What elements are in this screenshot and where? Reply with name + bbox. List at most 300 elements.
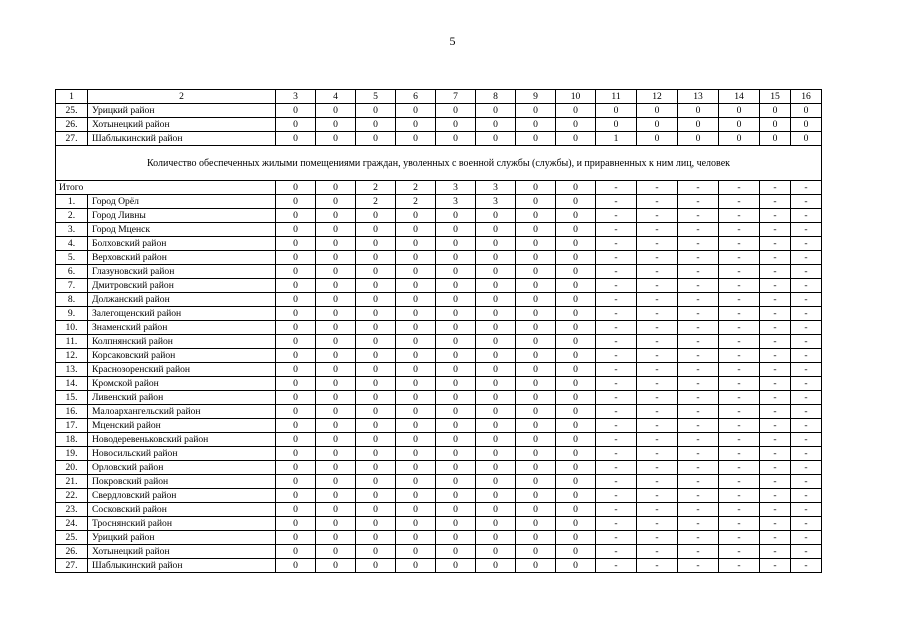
value-cell: -	[791, 349, 822, 363]
district-name-cell: Урицкий район	[88, 531, 276, 545]
district-name-cell: Знаменский район	[88, 321, 276, 335]
value-cell: -	[791, 419, 822, 433]
value-cell: 0	[678, 118, 719, 132]
value-cell: 0	[516, 377, 556, 391]
value-cell: 0	[356, 251, 396, 265]
district-name-cell: Ливенский район	[88, 391, 276, 405]
value-cell: 0	[556, 447, 596, 461]
column-number-cell: 16	[791, 90, 822, 104]
value-cell: -	[719, 265, 760, 279]
value-cell: 0	[316, 559, 356, 573]
value-cell: -	[637, 349, 678, 363]
value-cell: -	[791, 251, 822, 265]
value-cell: 0	[476, 104, 516, 118]
value-cell: -	[637, 489, 678, 503]
value-cell: 0	[276, 531, 316, 545]
value-cell: -	[791, 307, 822, 321]
value-cell: 0	[556, 321, 596, 335]
value-cell: 0	[436, 223, 476, 237]
row-number-cell: 11.	[56, 335, 88, 349]
row-number-cell: 26.	[56, 118, 88, 132]
value-cell: 0	[556, 461, 596, 475]
value-cell: -	[719, 377, 760, 391]
row-number-cell: 2.	[56, 209, 88, 223]
value-cell: -	[760, 447, 791, 461]
value-cell: -	[760, 531, 791, 545]
column-number-cell: 2	[88, 90, 276, 104]
total-value-cell: 0	[316, 181, 356, 195]
district-name-cell: Орловский район	[88, 461, 276, 475]
value-cell: -	[596, 209, 637, 223]
value-cell: 0	[316, 118, 356, 132]
value-cell: 0	[436, 531, 476, 545]
value-cell: -	[678, 475, 719, 489]
total-value-cell: 2	[356, 181, 396, 195]
value-cell: 0	[516, 475, 556, 489]
value-cell: -	[760, 489, 791, 503]
value-cell: -	[637, 475, 678, 489]
value-cell: 0	[476, 223, 516, 237]
column-number-cell: 12	[637, 90, 678, 104]
value-cell: 0	[436, 349, 476, 363]
value-cell: 0	[556, 132, 596, 146]
value-cell: -	[596, 279, 637, 293]
value-cell: -	[637, 209, 678, 223]
value-cell: -	[719, 307, 760, 321]
value-cell: 0	[516, 405, 556, 419]
row-number-cell: 5.	[56, 251, 88, 265]
table-row	[56, 307, 822, 321]
column-number-cell: 15	[760, 90, 791, 104]
value-cell: -	[791, 545, 822, 559]
district-name-cell: Глазуновский район	[88, 265, 276, 279]
value-cell: -	[760, 321, 791, 335]
column-number-cell: 6	[396, 90, 436, 104]
value-cell: 0	[316, 293, 356, 307]
value-cell: -	[791, 237, 822, 251]
table-row	[56, 335, 822, 349]
section-title: Количество обеспеченных жилыми помещениями граждан, уволенных с военной службы (службы), и приравненных к ним лиц, человек	[56, 146, 822, 181]
value-cell: 0	[276, 559, 316, 573]
value-cell: 0	[760, 118, 791, 132]
value-cell: 0	[436, 489, 476, 503]
value-cell: -	[760, 433, 791, 447]
value-cell: -	[760, 461, 791, 475]
table-row	[56, 433, 822, 447]
column-number-cell: 10	[556, 90, 596, 104]
district-name-cell: Корсаковский район	[88, 349, 276, 363]
value-cell: -	[760, 503, 791, 517]
value-cell: 0	[516, 237, 556, 251]
value-cell: 0	[436, 307, 476, 321]
value-cell: -	[596, 265, 637, 279]
table-row	[56, 559, 822, 573]
table-row	[56, 377, 822, 391]
value-cell: 0	[316, 209, 356, 223]
total-value-cell: -	[678, 181, 719, 195]
value-cell: -	[596, 531, 637, 545]
value-cell: -	[760, 377, 791, 391]
value-cell: 0	[436, 209, 476, 223]
value-cell: -	[637, 223, 678, 237]
value-cell: 0	[316, 279, 356, 293]
value-cell: -	[760, 265, 791, 279]
value-cell: 0	[516, 531, 556, 545]
value-cell: 0	[556, 265, 596, 279]
value-cell: 0	[436, 517, 476, 531]
value-cell: -	[637, 461, 678, 475]
value-cell: 0	[396, 321, 436, 335]
table-row	[56, 545, 822, 559]
value-cell: 0	[516, 447, 556, 461]
row-number-cell: 10.	[56, 321, 88, 335]
value-cell: 0	[516, 118, 556, 132]
value-cell: 0	[396, 531, 436, 545]
value-cell: -	[791, 531, 822, 545]
district-name-cell: Должанский район	[88, 293, 276, 307]
value-cell: 0	[356, 391, 396, 405]
value-cell: -	[637, 545, 678, 559]
value-cell: -	[637, 433, 678, 447]
row-number-cell: 20.	[56, 461, 88, 475]
total-label: Итого	[56, 181, 276, 195]
value-cell: 0	[396, 251, 436, 265]
row-number-cell: 16.	[56, 405, 88, 419]
value-cell: 0	[276, 265, 316, 279]
value-cell: 0	[316, 132, 356, 146]
value-cell: -	[678, 391, 719, 405]
value-cell: 0	[476, 118, 516, 132]
value-cell: 0	[276, 349, 316, 363]
value-cell: -	[678, 545, 719, 559]
value-cell: -	[678, 293, 719, 307]
value-cell: -	[791, 293, 822, 307]
table-row	[56, 461, 822, 475]
value-cell: 0	[396, 391, 436, 405]
value-cell: -	[596, 293, 637, 307]
table-row	[56, 279, 822, 293]
value-cell: 0	[276, 517, 316, 531]
value-cell: 0	[316, 475, 356, 489]
value-cell: 0	[556, 223, 596, 237]
value-cell: 0	[476, 321, 516, 335]
district-name-cell: Кромской район	[88, 377, 276, 391]
row-number-cell: 9.	[56, 307, 88, 321]
value-cell: 0	[396, 293, 436, 307]
value-cell: -	[791, 405, 822, 419]
value-cell: 0	[356, 223, 396, 237]
row-number-cell: 21.	[56, 475, 88, 489]
row-number-cell: 12.	[56, 349, 88, 363]
value-cell: 0	[356, 377, 396, 391]
value-cell: -	[791, 503, 822, 517]
value-cell: 0	[556, 391, 596, 405]
district-name-cell: Троснянский район	[88, 517, 276, 531]
district-name-cell: Покровский район	[88, 475, 276, 489]
column-number-cell: 11	[596, 90, 637, 104]
value-cell: 0	[516, 104, 556, 118]
value-cell: -	[637, 503, 678, 517]
district-name-cell: Краснозоренский район	[88, 363, 276, 377]
value-cell: -	[791, 195, 822, 209]
value-cell: -	[760, 391, 791, 405]
table-row	[56, 223, 822, 237]
value-cell: -	[637, 237, 678, 251]
value-cell: -	[760, 279, 791, 293]
value-cell: -	[596, 363, 637, 377]
table-row	[56, 265, 822, 279]
table-row	[56, 531, 822, 545]
value-cell: 0	[356, 475, 396, 489]
value-cell: 0	[356, 237, 396, 251]
value-cell: 0	[556, 433, 596, 447]
value-cell: -	[760, 363, 791, 377]
value-cell: -	[791, 321, 822, 335]
value-cell: 0	[516, 209, 556, 223]
value-cell: 0	[316, 461, 356, 475]
value-cell: -	[637, 517, 678, 531]
value-cell: 0	[356, 363, 396, 377]
table-row	[56, 209, 822, 223]
value-cell: 0	[791, 118, 822, 132]
value-cell: 0	[516, 279, 556, 293]
value-cell: -	[719, 195, 760, 209]
column-number-row	[56, 90, 822, 104]
value-cell: 0	[476, 447, 516, 461]
row-number-cell: 18.	[56, 433, 88, 447]
value-cell: -	[678, 279, 719, 293]
row-number-cell: 24.	[56, 517, 88, 531]
data-table	[55, 89, 822, 573]
value-cell: -	[637, 419, 678, 433]
value-cell: -	[791, 489, 822, 503]
value-cell: 0	[476, 335, 516, 349]
value-cell: 0	[396, 475, 436, 489]
value-cell: 0	[356, 489, 396, 503]
value-cell: -	[760, 293, 791, 307]
total-value-cell: -	[760, 181, 791, 195]
value-cell: 0	[396, 363, 436, 377]
value-cell: 0	[436, 104, 476, 118]
value-cell: -	[760, 545, 791, 559]
value-cell: -	[678, 433, 719, 447]
value-cell: 0	[396, 349, 436, 363]
value-cell: 0	[516, 559, 556, 573]
value-cell: 0	[436, 419, 476, 433]
table-row	[56, 349, 822, 363]
value-cell: -	[596, 349, 637, 363]
value-cell: 0	[436, 545, 476, 559]
value-cell: -	[719, 223, 760, 237]
value-cell: -	[678, 307, 719, 321]
value-cell: 0	[516, 517, 556, 531]
value-cell: -	[760, 223, 791, 237]
value-cell: 0	[276, 132, 316, 146]
value-cell: -	[760, 349, 791, 363]
value-cell: -	[637, 377, 678, 391]
value-cell: -	[596, 559, 637, 573]
value-cell: 0	[637, 118, 678, 132]
value-cell: 0	[356, 503, 396, 517]
value-cell: -	[719, 321, 760, 335]
value-cell: 2	[396, 195, 436, 209]
value-cell: -	[596, 489, 637, 503]
total-value-cell: 0	[516, 181, 556, 195]
value-cell: -	[596, 461, 637, 475]
total-row	[56, 181, 822, 195]
table-row	[56, 391, 822, 405]
value-cell: 0	[316, 307, 356, 321]
row-number-cell: 25.	[56, 531, 88, 545]
value-cell: 0	[556, 209, 596, 223]
total-value-cell: 0	[276, 181, 316, 195]
value-cell: 0	[356, 559, 396, 573]
value-cell: -	[596, 475, 637, 489]
district-name-cell: Новодеревеньковский район	[88, 433, 276, 447]
column-number-cell: 9	[516, 90, 556, 104]
row-number-cell: 15.	[56, 391, 88, 405]
value-cell: 0	[396, 237, 436, 251]
value-cell: -	[596, 405, 637, 419]
district-name-cell: Шаблыкинский район	[88, 559, 276, 573]
value-cell: 0	[476, 517, 516, 531]
value-cell: -	[678, 447, 719, 461]
value-cell: -	[596, 321, 637, 335]
row-number-cell: 8.	[56, 293, 88, 307]
value-cell: 0	[556, 559, 596, 573]
value-cell: -	[637, 559, 678, 573]
value-cell: -	[719, 293, 760, 307]
total-value-cell: -	[791, 181, 822, 195]
value-cell: 0	[276, 447, 316, 461]
value-cell: 0	[476, 363, 516, 377]
column-number-cell: 5	[356, 90, 396, 104]
value-cell: -	[791, 433, 822, 447]
value-cell: 0	[719, 132, 760, 146]
value-cell: 0	[516, 545, 556, 559]
row-number-cell: 22.	[56, 489, 88, 503]
value-cell: 0	[436, 279, 476, 293]
value-cell: 0	[678, 104, 719, 118]
value-cell: 0	[556, 195, 596, 209]
value-cell: 0	[276, 195, 316, 209]
row-number-cell: 19.	[56, 447, 88, 461]
district-name-cell: Урицкий район	[88, 104, 276, 118]
value-cell: 0	[356, 531, 396, 545]
value-cell: 0	[556, 503, 596, 517]
value-cell: -	[719, 531, 760, 545]
value-cell: -	[637, 447, 678, 461]
value-cell: -	[719, 503, 760, 517]
value-cell: 0	[276, 335, 316, 349]
value-cell: 0	[436, 433, 476, 447]
value-cell: 0	[637, 132, 678, 146]
value-cell: 0	[316, 223, 356, 237]
table-row	[56, 363, 822, 377]
value-cell: -	[637, 251, 678, 265]
value-cell: 0	[316, 195, 356, 209]
value-cell: 0	[556, 349, 596, 363]
value-cell: 0	[791, 132, 822, 146]
column-number-cell: 7	[436, 90, 476, 104]
row-number-cell: 26.	[56, 545, 88, 559]
value-cell: -	[678, 237, 719, 251]
value-cell: 0	[556, 251, 596, 265]
value-cell: 0	[516, 307, 556, 321]
value-cell: 0	[276, 433, 316, 447]
value-cell: -	[719, 545, 760, 559]
district-name-cell: Хотынецкий район	[88, 118, 276, 132]
value-cell: 0	[516, 132, 556, 146]
district-name-cell: Шаблыкинский район	[88, 132, 276, 146]
value-cell: 0	[476, 251, 516, 265]
value-cell: 0	[556, 405, 596, 419]
value-cell: -	[719, 433, 760, 447]
value-cell: 0	[436, 475, 476, 489]
value-cell: 0	[556, 104, 596, 118]
value-cell: 0	[436, 503, 476, 517]
value-cell: 0	[396, 104, 436, 118]
value-cell: -	[760, 405, 791, 419]
value-cell: 0	[396, 265, 436, 279]
value-cell: 0	[396, 279, 436, 293]
value-cell: -	[637, 293, 678, 307]
value-cell: 0	[556, 419, 596, 433]
value-cell: 0	[396, 209, 436, 223]
value-cell: -	[791, 475, 822, 489]
value-cell: 0	[276, 321, 316, 335]
value-cell: 0	[276, 293, 316, 307]
value-cell: 0	[276, 419, 316, 433]
table-row	[56, 104, 822, 118]
value-cell: 0	[316, 489, 356, 503]
value-cell: -	[791, 391, 822, 405]
value-cell: -	[596, 545, 637, 559]
value-cell: 0	[476, 559, 516, 573]
value-cell: 0	[316, 419, 356, 433]
value-cell: -	[791, 209, 822, 223]
value-cell: 0	[316, 251, 356, 265]
value-cell: -	[791, 377, 822, 391]
value-cell: -	[719, 559, 760, 573]
value-cell: -	[637, 265, 678, 279]
value-cell: 0	[556, 517, 596, 531]
value-cell: 0	[396, 461, 436, 475]
total-value-cell: -	[637, 181, 678, 195]
value-cell: 0	[476, 391, 516, 405]
value-cell: -	[596, 237, 637, 251]
district-name-cell: Город Орёл	[88, 195, 276, 209]
value-cell: 0	[596, 104, 637, 118]
district-name-cell: Город Мценск	[88, 223, 276, 237]
value-cell: -	[760, 559, 791, 573]
value-cell: 0	[356, 132, 396, 146]
district-name-cell: Город Ливны	[88, 209, 276, 223]
value-cell: -	[791, 279, 822, 293]
value-cell: 0	[396, 447, 436, 461]
value-cell: 0	[556, 335, 596, 349]
table-row	[56, 251, 822, 265]
value-cell: -	[678, 265, 719, 279]
value-cell: 0	[356, 447, 396, 461]
value-cell: -	[637, 363, 678, 377]
value-cell: -	[596, 377, 637, 391]
value-cell: -	[719, 349, 760, 363]
value-cell: 0	[476, 349, 516, 363]
value-cell: -	[678, 363, 719, 377]
value-cell: -	[678, 209, 719, 223]
column-number-cell: 8	[476, 90, 516, 104]
